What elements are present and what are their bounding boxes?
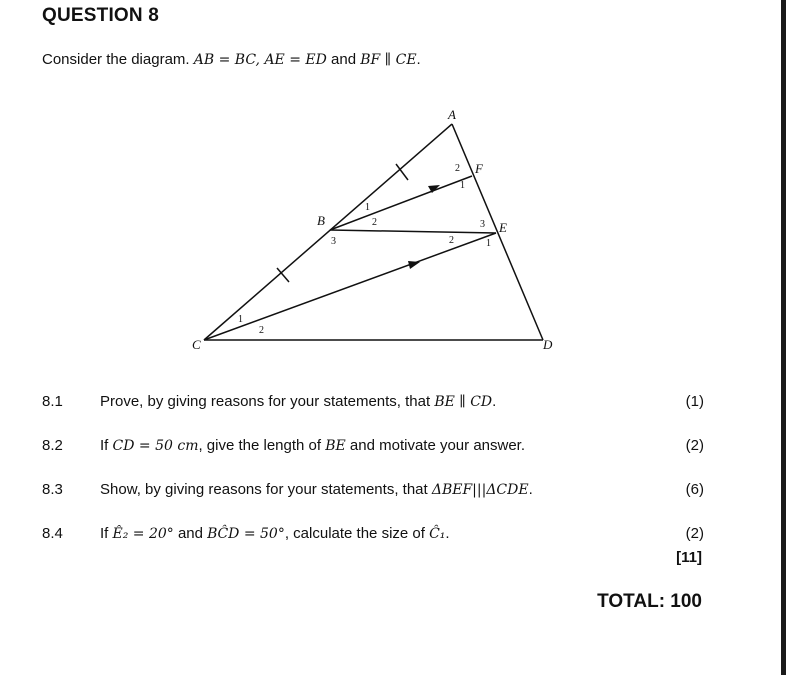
question-number: 8.3	[42, 481, 63, 498]
label-a: A	[448, 107, 456, 122]
text-run: .	[445, 525, 450, 542]
intro-and: and	[326, 51, 361, 68]
text-run: If	[100, 525, 113, 542]
math-run: Ê₂ = 20°	[112, 526, 174, 542]
question-text	[100, 525, 450, 542]
question-number: 8.1	[42, 393, 63, 410]
math-run: BĈD = 50°	[207, 526, 285, 542]
parallel-arrow-ce	[408, 261, 420, 269]
question-marks: (1)	[685, 393, 704, 410]
line-be	[330, 230, 496, 233]
question-title: QUESTION 8	[42, 5, 160, 26]
text-run: Prove, by giving reasons for your statements, that	[100, 393, 435, 410]
question-8-2	[0, 437, 786, 459]
intro-text: Consider the diagram.	[42, 51, 194, 68]
angle-c1: 1	[238, 314, 243, 325]
question-marks: (6)	[685, 481, 704, 498]
angle-b3: 3	[331, 236, 336, 247]
question-number: 8.4	[42, 525, 63, 542]
math-run: BE	[325, 438, 346, 454]
question-text	[100, 481, 533, 498]
text-run: , give the length of	[198, 437, 326, 454]
math-run: ΔBEF|||ΔCDE	[431, 482, 529, 498]
label-f: F	[475, 161, 483, 176]
text-run: .	[528, 481, 533, 498]
math-run: CD = 50 cm	[112, 438, 199, 454]
angle-b2: 2	[372, 217, 377, 228]
angle-e3: 3	[480, 219, 485, 230]
math-run: BE ∥ CD	[434, 394, 493, 410]
angle-f1: 1	[460, 180, 465, 191]
angle-c2: 2	[259, 325, 264, 336]
question-text	[100, 437, 525, 454]
text-run: If	[100, 437, 113, 454]
subtotal-marks: [11]	[676, 549, 702, 566]
text-run: , calculate the size of	[284, 525, 430, 542]
text-run: .	[492, 393, 497, 410]
text-run: and	[173, 525, 208, 542]
total-marks: TOTAL: 100	[597, 591, 702, 612]
angle-b1: 1	[365, 202, 370, 213]
intro-math-parallel: BF ∥ CE	[360, 52, 417, 68]
question-8-3	[0, 481, 786, 503]
angle-e2: 2	[449, 235, 454, 246]
question-8-1	[0, 393, 786, 415]
intro-math-equalities: AB = BC, AE = ED	[193, 52, 327, 68]
text-run: and motivate your answer.	[345, 437, 526, 454]
label-c: C	[192, 337, 201, 352]
label-e: E	[499, 220, 507, 235]
label-b: B	[317, 213, 325, 228]
question-number: 8.2	[42, 437, 63, 454]
math-run: Ĉ₁	[429, 526, 446, 542]
question-marks: (2)	[685, 437, 704, 454]
text-run: Show, by giving reasons for your statements, that	[100, 481, 432, 498]
angle-e1: 1	[486, 238, 491, 249]
angle-f2: 2	[455, 163, 460, 174]
question-text	[100, 393, 496, 410]
intro-period: .	[416, 51, 421, 68]
question-8-4	[0, 525, 786, 547]
line-bf	[330, 176, 472, 230]
question-marks: (2)	[685, 525, 704, 542]
line-ce	[204, 233, 496, 340]
label-d: D	[543, 337, 553, 352]
